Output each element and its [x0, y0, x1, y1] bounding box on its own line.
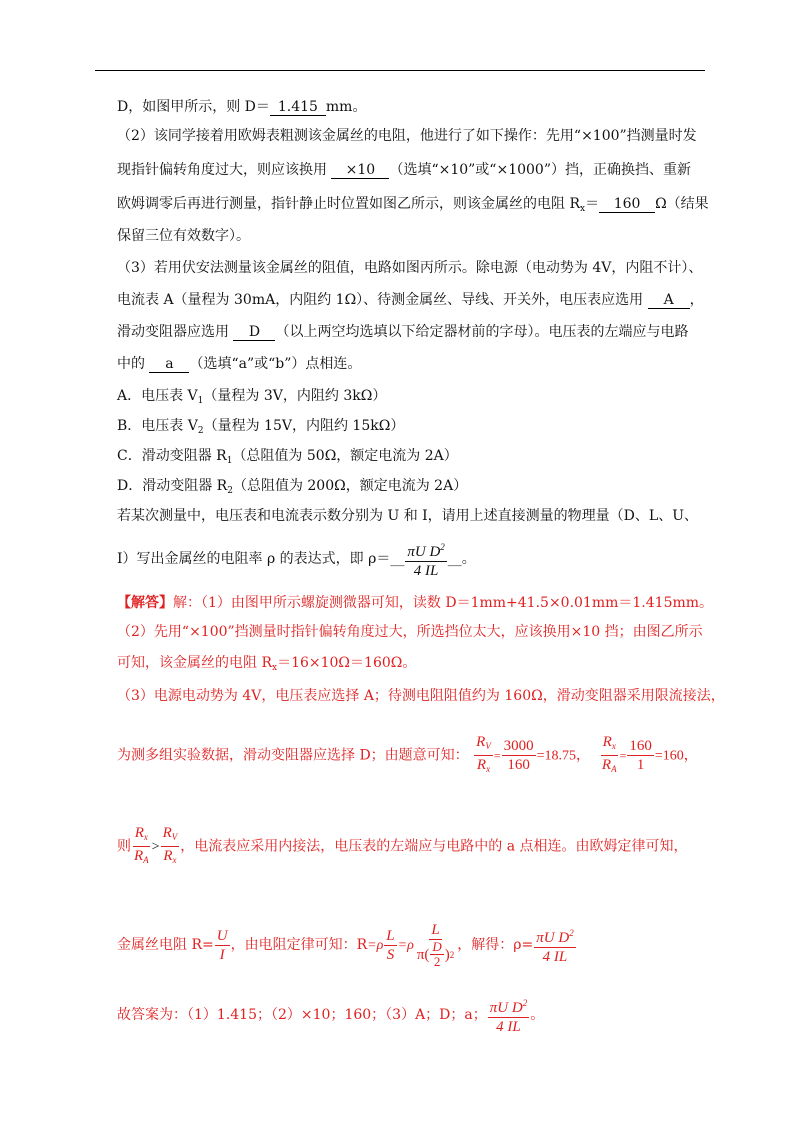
answer-line-3: 可知，该金属丝的电阻 $R_x=16\times 10\Omega=160\Omega$。 [117, 655, 417, 673]
rho-result: $\frac{\pi U D^2}{4 IL}$ [534, 924, 575, 966]
q2-line-3: 欧姆调零后再进行测量，指针静止时位置如图乙所示，则该金属丝的电阻 $R_x= 160$ Ω（结果 [117, 196, 709, 214]
answer-line-2: （2）先用“×100”挡测量时指针偏转角度过大，所选挡位太大，应该换用×10 挡；由图乙所示 [117, 624, 703, 640]
q3-line-6: I）写出金属丝的电阻率 ρ 的表达式，即 ρ＝__ $\frac{\pi U D^2}{4 IL}$ __。 [117, 538, 476, 580]
answer-line-5: 为测多组实验数据，滑动变阻器应选择 D；由题意可知： $\frac{R_V}{R_x}$ = $\frac{3000}{160}$ =18.75， $\frac{R_x}{R_A}$ = $\frac{160}{1}$ =160， [117, 733, 698, 779]
q2-line-1: （2）该同学接着用欧姆表粗测该金属丝的电阻，他进行了如下操作：先用“×100”挡测量时发 [117, 128, 697, 144]
q3-line-1: （3）若用伏安法测量该金属丝的阻值，电路如图丙所示。除电源（电动势为 4V，内阻不计）、 [117, 260, 703, 276]
q3-line-2: 电流表 A（量程为 30mA，内阻约 1Ω）、待测金属丝、导线、开关外，电压表应选用 A ， [117, 292, 704, 308]
ratio-3000-160: $\frac{3000}{160}$ [503, 738, 534, 773]
d-over-2: $\frac{D}{2}$ [432, 939, 442, 969]
q2-line-4: 保留三位有效数字）。 [117, 228, 250, 244]
answer-line-8: 故答案为：（1）1.415；（2）×10；160；（3）A；D；a； $\frac{\pi U D^2}{4 IL}$ 。 [117, 993, 544, 1037]
ratio-rv-rx-2: $\frac{R_V}{R_x}$ [162, 825, 178, 865]
ratio-rx-ra: $\frac{R_x}{R_A}$ [601, 734, 617, 774]
ratio-160-1: $\frac{160}{1}$ [629, 738, 652, 773]
ratio-rx-ra-2: $\frac{R_x}{R_A}$ [134, 825, 149, 865]
answer-blank-rheostat: D [233, 324, 275, 341]
answer-line-1: 【解答】解：（1）由图甲所示螺旋测微器可知，读数 D＝1mm+41.5×0.01mm＝1.415mm。 [117, 595, 714, 611]
q3-line-4: 中的 a （选填“a”或“b”）点相连。 [117, 356, 362, 372]
answer-line-6: 则 $\frac{R_x}{R_A}$ > $\frac{R_V}{R_x}$ ，电流表应采用内接法，电压表的左端应与电路中的 a 点相连。由欧姆定律可知， [117, 824, 688, 870]
answer-blank-Rx: 160 [599, 196, 655, 213]
rho-formula: $\frac{\pi U D^2}{4 IL}$ [405, 538, 446, 580]
answer-line-4: （3）电源电动势为 4V，电压表应选择 A；待测电阻阻值约为 160Ω，滑动变阻器采用限流接法， [117, 688, 725, 704]
ratio-rv-rx: $\frac{R_V}{R_x}$ [476, 734, 491, 774]
l-over-s: $\frac{L}{S}$ [386, 927, 395, 963]
option-b: B．电压表 $V_2$（量程为 15V，内阻约 15kΩ） [117, 418, 405, 436]
ohm-fraction: $\frac{U}{I}$ [216, 927, 228, 963]
option-d: D．滑动变阻器 $R_2$（总阻值为 200Ω，额定电流为 2A） [117, 478, 468, 496]
l-over-area: L π( $\frac{D}{2}$ ) 2 [416, 922, 455, 969]
answer-tag: 【解答】 [117, 595, 173, 611]
rho-final: $\frac{\pi U D^2}{4 IL}$ [488, 994, 529, 1036]
q3-line-5: 若某次测量中，电压表和电流表示数分别为 U 和 I，请用上述直接测量的物理量（D、L、U、 [117, 508, 698, 524]
q3-line-3: 滑动变阻器应选用 D （以上两空均选填以下给定器材前的字母）。电压表的左端应与电路 [117, 324, 689, 340]
q1-line: D，如图甲所示，则 D＝ 1.415 mm。 [117, 99, 367, 115]
header-rule [95, 70, 705, 71]
answer-blank-point: a [149, 356, 189, 373]
option-c: C．滑动变阻器 $R_1$（总阻值为 50Ω，额定电流为 2A） [117, 448, 458, 466]
option-a: A．电压表 $V_1$（量程为 3V，内阻约 3kΩ） [117, 388, 387, 406]
answer-blank-D: 1.415 [270, 99, 326, 116]
q2-line-2: 现指针偏转角度过大，则应该换用 ×10 （选填“×10”或“×1000”）挡，正确换挡、重新 [117, 162, 691, 178]
answer-blank-range: ×10 [331, 162, 389, 179]
answer-blank-voltmeter: A [648, 292, 690, 309]
answer-line-7: 金属丝电阻 R= $\frac{U}{I}$ ，由电阻定律可知：R=ρ $\frac{L}{S}$ =ρ L π( $\frac{D}{2}$ ) 2 ，解得：ρ= $\frac{\pi U D^2}{4 IL}$ [117, 922, 574, 969]
